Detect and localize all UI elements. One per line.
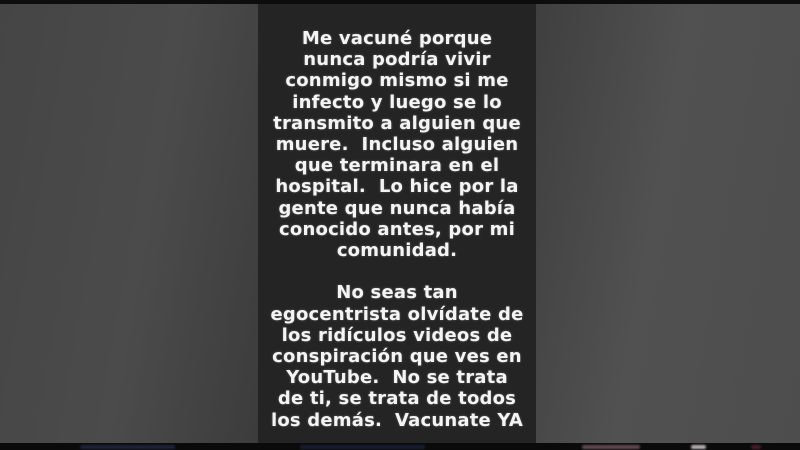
story-text-line: YouTube. No se trata <box>286 367 508 389</box>
story-post-panel <box>258 4 536 443</box>
letterbox-side-right <box>536 4 800 443</box>
story-text-line: hospital. Lo hice por la <box>275 176 519 198</box>
story-text-line: conocido antes, por mi <box>279 218 515 240</box>
story-text-line: de ti, se trata de todos <box>277 388 517 410</box>
story-text-line <box>258 261 536 282</box>
story-text-line: conmigo mismo si me <box>285 70 509 92</box>
story-text-line: gente que nunca había <box>278 197 516 219</box>
story-text-line: comunidad. <box>336 240 458 262</box>
video-artifact <box>300 445 425 449</box>
story-text-line: No seas tan <box>336 282 458 304</box>
story-text-line: infecto y luego se lo <box>292 91 502 113</box>
letterbox-bottom-bar <box>0 443 800 450</box>
letterbox-top-bar <box>0 0 800 4</box>
story-text-line: que terminara en el <box>294 155 500 177</box>
story-text-line: los ridículos videos de <box>281 324 513 346</box>
story-text-line: conspiración que ves en <box>272 346 522 368</box>
letterbox-side-left <box>0 4 258 443</box>
video-artifact <box>582 445 640 449</box>
story-text-line: los demás. Vacunate YA <box>270 409 524 431</box>
story-text-line: muere. Incluso alguien <box>275 134 519 156</box>
story-text-line: nunca podría vivir <box>303 49 491 71</box>
video-artifact <box>751 445 761 449</box>
video-artifact <box>80 445 175 449</box>
story-post-text <box>258 28 536 431</box>
story-text-line: egocentrista olvídate de <box>270 303 524 325</box>
story-text-line: Me vacuné porque <box>301 28 493 49</box>
video-artifact <box>691 445 706 449</box>
story-text-line: transmito a alguien que <box>273 112 521 134</box>
